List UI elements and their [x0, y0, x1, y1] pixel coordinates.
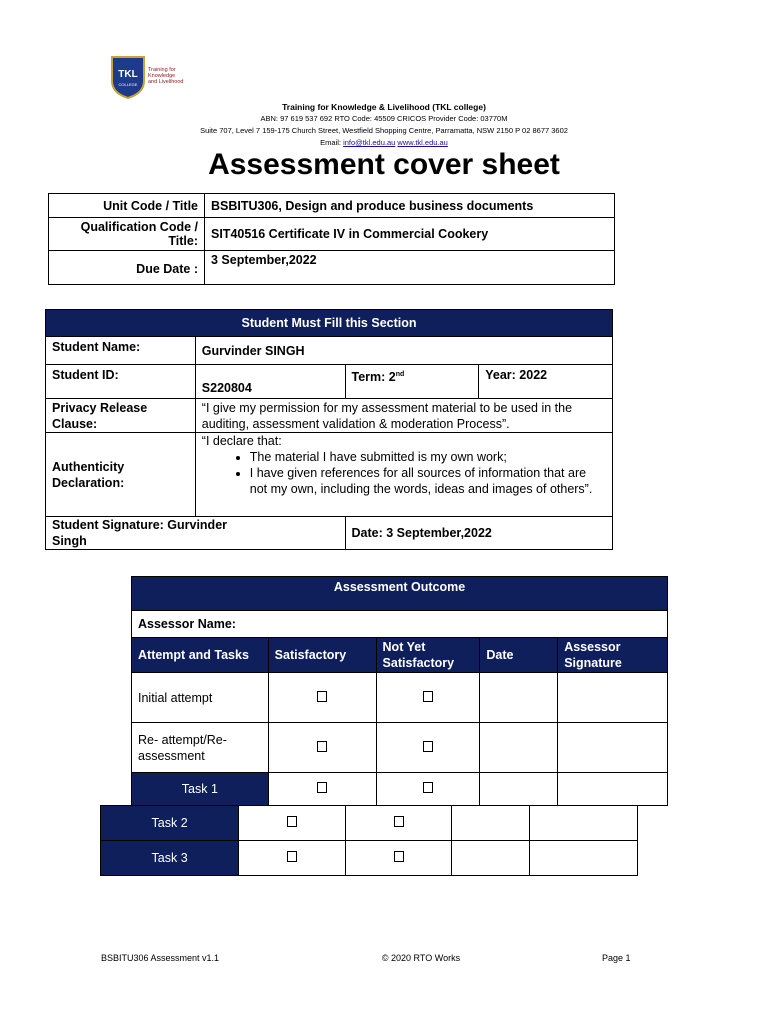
checkbox-satisfactory[interactable]: [239, 841, 346, 876]
student-id-value[interactable]: S220804: [195, 365, 345, 399]
row-task-2: Task 2: [101, 806, 239, 841]
col-date: Date: [480, 638, 558, 673]
table-row: [49, 251, 615, 285]
checkbox-not-yet[interactable]: [376, 773, 480, 806]
table-row: [132, 773, 668, 806]
signature-cell[interactable]: [529, 806, 637, 841]
checkbox-satisfactory[interactable]: [268, 723, 376, 773]
checkbox-icon[interactable]: [423, 691, 433, 702]
checkbox-not-yet[interactable]: [346, 841, 451, 876]
email-line: [0, 138, 768, 147]
col-assessor-signature: Assessor Signature: [558, 638, 668, 673]
signature-date[interactable]: Date: 3 September,2022: [345, 517, 613, 550]
unit-value: BSBITU306, Design and produce business documents: [205, 194, 615, 218]
org-name: Training for Knowledge & Livelihood (TKL college): [282, 102, 486, 112]
date-cell[interactable]: [480, 673, 558, 723]
checkbox-icon[interactable]: [394, 851, 404, 862]
col-not-yet-satisfactory: Not Yet Satisfactory: [376, 638, 480, 673]
student-id-label: Student ID:: [46, 365, 196, 399]
logo-text: Training for Knowledge and Livelihood: [148, 67, 184, 85]
authenticity-declaration: “I declare that: • The material I have submitted is my own work; • I have given references for all sources of information that are not my own, including the words, ideas and images of others”.: [195, 433, 612, 517]
assessor-name-field[interactable]: Assessor Name:: [132, 611, 668, 638]
email-link[interactable]: info@tkl.edu.au: [343, 138, 396, 147]
table-row: [101, 806, 638, 841]
date-cell[interactable]: [451, 806, 529, 841]
table-row: [46, 365, 613, 399]
checkbox-icon[interactable]: [317, 782, 327, 793]
checkbox-icon[interactable]: [423, 741, 433, 752]
term-field[interactable]: Term: 2nd: [345, 365, 479, 399]
row-task-3: Task 3: [101, 841, 239, 876]
college-logo: [110, 55, 190, 99]
student-name-value[interactable]: Gurvinder SINGH: [195, 337, 612, 365]
assessment-tasks-table: [100, 805, 638, 876]
signature-cell[interactable]: [558, 673, 668, 723]
footer-doc-version: BSBITU306 Assessment v1.1: [101, 953, 220, 963]
checkbox-icon[interactable]: [317, 741, 327, 752]
page-title: Assessment cover sheet: [208, 148, 560, 181]
table-row: [46, 399, 613, 433]
checkbox-icon[interactable]: [287, 851, 297, 862]
date-cell[interactable]: [480, 723, 558, 773]
email-label: Email:: [320, 138, 341, 147]
unit-info-table: [48, 193, 615, 285]
list-item: • The material I have submitted is my own work;: [250, 449, 606, 465]
checkbox-icon[interactable]: [287, 816, 297, 827]
table-row: [132, 638, 668, 673]
svg-text:COLLEGE: COLLEGE: [118, 82, 138, 87]
year-field[interactable]: Year: 2022: [479, 365, 613, 399]
privacy-text: “I give my permission for my assessment material to be used in the auditing, assessment validation & moderation Process”.: [195, 399, 612, 433]
table-row: [49, 218, 615, 251]
due-date-label: Due Date :: [49, 251, 205, 285]
checkbox-not-yet[interactable]: [376, 673, 480, 723]
assessment-outcome-table: [131, 576, 668, 806]
checkbox-satisfactory[interactable]: [239, 806, 346, 841]
table-row: [132, 723, 668, 773]
due-date-value: 3 September,2022: [205, 251, 615, 285]
website-link[interactable]: www.tkl.edu.au: [397, 138, 448, 147]
checkbox-satisfactory[interactable]: [268, 773, 376, 806]
signature-cell[interactable]: [529, 841, 637, 876]
student-name-label: Student Name:: [46, 337, 196, 365]
authenticity-label: Authenticity Declaration:: [46, 433, 196, 517]
student-section-heading: Student Must Fill this Section: [46, 310, 613, 337]
checkbox-icon[interactable]: [317, 691, 327, 702]
table-row: [49, 194, 615, 218]
table-row: [46, 517, 613, 550]
table-row: [132, 673, 668, 723]
checkbox-satisfactory[interactable]: [268, 673, 376, 723]
privacy-label: Privacy Release Clause:: [46, 399, 196, 433]
date-cell[interactable]: [451, 841, 529, 876]
col-attempt-tasks: Attempt and Tasks: [132, 638, 269, 673]
checkbox-not-yet[interactable]: [346, 806, 451, 841]
checkbox-icon[interactable]: [394, 816, 404, 827]
unit-label: Unit Code / Title: [49, 194, 205, 218]
declaration-list: [202, 449, 606, 497]
date-cell[interactable]: [480, 773, 558, 806]
row-initial-attempt: Initial attempt: [132, 673, 269, 723]
qualification-value: SIT40516 Certificate IV in Commercial Cookery: [205, 218, 615, 251]
table-row: [46, 337, 613, 365]
checkbox-icon[interactable]: [423, 782, 433, 793]
address-line: Suite 707, Level 7 159-175 Church Street, Westfield Shopping Centre, Parramatta, NSW 2150 P 02 8677 3602: [200, 126, 568, 135]
list-item: • I have given references for all sources of information that are not my own, including the words, ideas and images of others”.: [250, 465, 606, 497]
table-row: [46, 433, 613, 517]
col-satisfactory: Satisfactory: [268, 638, 376, 673]
row-task-1: Task 1: [132, 773, 269, 806]
qualification-label: Qualification Code / Title:: [49, 218, 205, 251]
checkbox-not-yet[interactable]: [376, 723, 480, 773]
table-row: [101, 841, 638, 876]
svg-text:TKL: TKL: [118, 69, 138, 80]
table-row: [132, 611, 668, 638]
outcome-heading: Assessment Outcome: [132, 577, 668, 611]
row-reattempt: Re- attempt/Re- assessment: [132, 723, 269, 773]
student-section-table: [45, 309, 613, 550]
signature-cell[interactable]: [558, 723, 668, 773]
signature-cell[interactable]: [558, 773, 668, 806]
student-signature[interactable]: Student Signature: Gurvinder Singh: [46, 517, 346, 550]
footer-page-number: Page 1: [602, 953, 631, 963]
abn-line: ABN: 97 619 537 692 RTO Code: 45509 CRICOS Provider Code: 03770M: [260, 114, 508, 123]
shield-icon: [110, 55, 146, 99]
footer-copyright: © 2020 RTO Works: [381, 953, 461, 963]
